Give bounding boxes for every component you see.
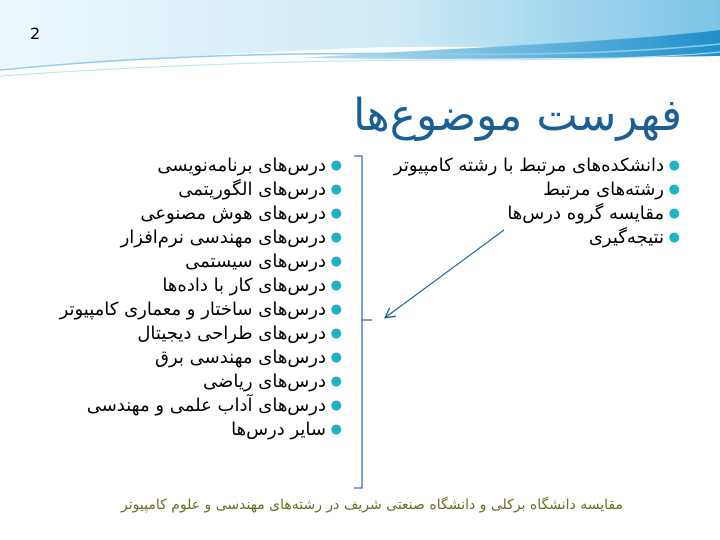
bullet-icon: ●	[330, 350, 342, 365]
slide-number: 2	[30, 24, 41, 43]
bullet-icon: ●	[668, 230, 680, 245]
bullet-icon: ●	[330, 278, 342, 293]
list-item-label: سایر درس‌ها	[231, 419, 326, 440]
list-item-label: درس‌های سیستمی	[185, 251, 326, 272]
bullet-icon: ●	[668, 158, 680, 173]
list-item-label: نتیجه‌گیری	[588, 227, 664, 248]
bullet-icon: ●	[668, 206, 680, 221]
bullet-icon: ●	[330, 158, 342, 173]
list-item-label: درس‌های هوش مصنوعی	[140, 203, 326, 224]
list-item-label: درس‌های ریاضی	[203, 371, 326, 392]
list-item-label: درس‌های ساختار و معماری کامپیوتر	[59, 299, 326, 320]
bullet-icon: ●	[330, 230, 342, 245]
list-item-label: دانشکده‌های مرتبط با رشته کامپیوتر	[393, 155, 664, 176]
slide-footer: مقایسه دانشگاه برکلی و دانشگاه صنعتی شریف در رشته‌های مهندسی و علوم کامپیوتر	[121, 497, 623, 513]
bullet-icon: ●	[330, 326, 342, 341]
list-item-label: مقایسه گروه درس‌ها	[507, 203, 664, 224]
bullet-icon: ●	[330, 206, 342, 221]
list-item-label: درس‌های طراحی دیجیتال	[137, 323, 326, 344]
list-item-label: درس‌های کار با داده‌ها	[162, 275, 326, 296]
list-item-label: درس‌های مهندسی برق	[155, 347, 326, 368]
list-item-label: درس‌های آداب علمی و مهندسی	[86, 395, 326, 416]
bullet-icon: ●	[668, 182, 680, 197]
list-item-label: درس‌های برنامه‌نویسی	[157, 155, 326, 176]
bullet-icon: ●	[330, 374, 342, 389]
bullet-icon: ●	[330, 398, 342, 413]
bullet-icon: ●	[330, 422, 342, 437]
bullet-icon: ●	[330, 182, 342, 197]
bullet-icon: ●	[330, 254, 342, 269]
slide-title: فهرست موضوع‌ها	[353, 90, 682, 141]
list-item-label: رشته‌های مرتبط	[543, 179, 664, 200]
list-item-label: درس‌های الگوریتمی	[178, 179, 326, 200]
bullet-icon: ●	[330, 302, 342, 317]
list-item-label: درس‌های مهندسی نرم‌افزار	[120, 227, 326, 248]
